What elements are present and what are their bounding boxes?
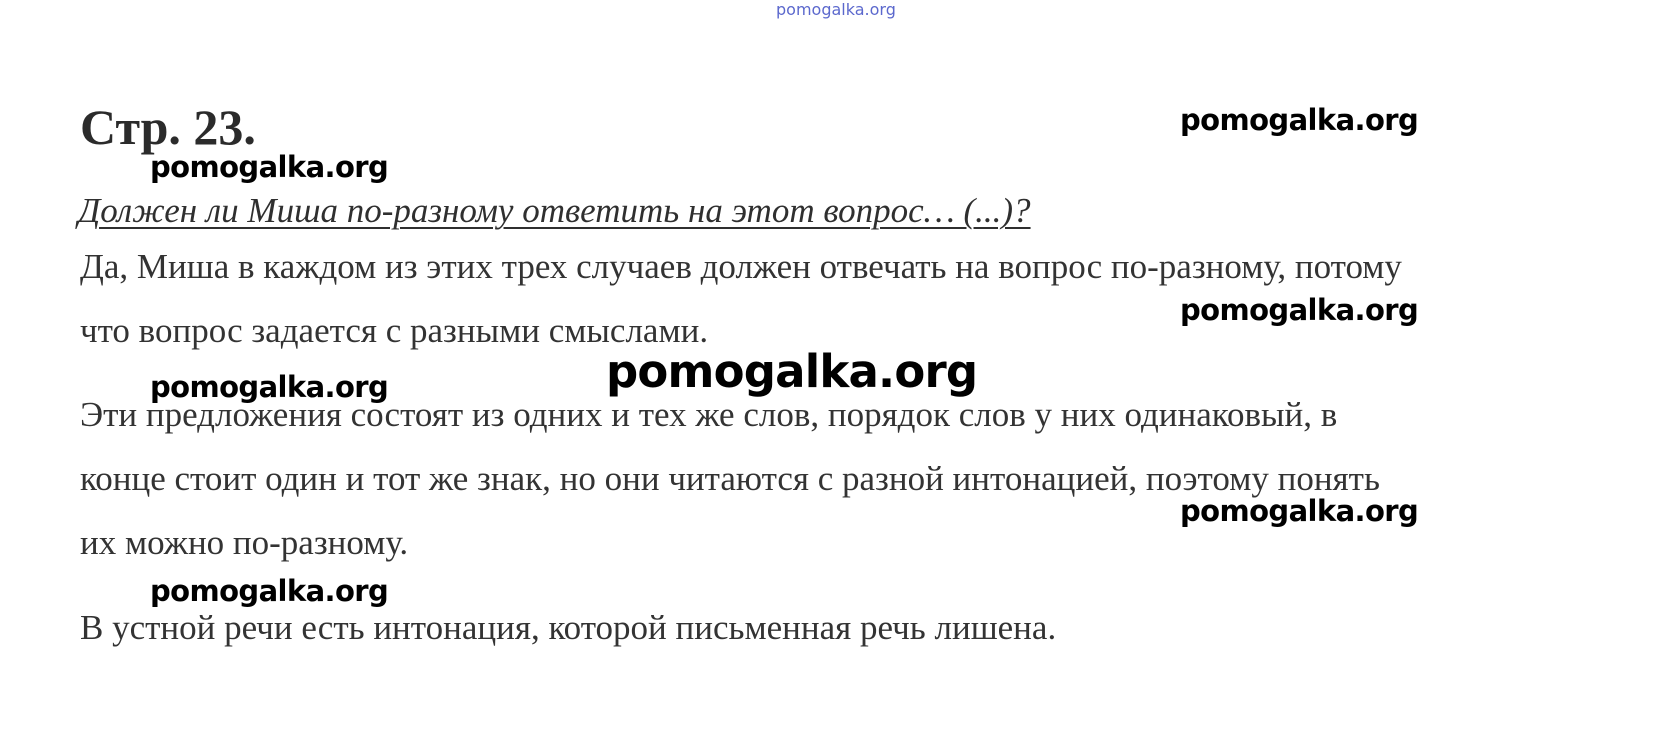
- page-title: Стр. 23.: [80, 99, 256, 155]
- site-link[interactable]: pomogalka.org: [776, 0, 896, 19]
- paragraph-2-line-3: их можно по-разному.: [80, 523, 409, 562]
- question-text: Должен ли Миша по-разному ответить на этот вопрос… (...)?: [78, 191, 1031, 230]
- paragraph-2-line-1: Эти предложения состоят из одних и тех же слов, порядок слов у них одинаковый, в: [80, 395, 1338, 434]
- paragraph-3-line-1: В устной речи есть интонация, которой письменная речь лишена.: [80, 608, 1057, 647]
- watermark: pomogalka.org: [150, 370, 389, 404]
- paragraph-1-line-1: Да, Миша в каждом из этих трех случаев должен отвечать на вопрос по-разному, потому: [80, 247, 1402, 286]
- watermark: pomogalka.org: [1180, 293, 1419, 327]
- watermark: pomogalka.org: [606, 345, 978, 398]
- watermark: pomogalka.org: [150, 574, 389, 608]
- paragraph-1-line-2: что вопрос задается с разными смыслами.: [80, 311, 709, 350]
- watermark: pomogalka.org: [150, 150, 389, 184]
- paragraph-2-line-2: конце стоит один и тот же знак, но они читаются с разной интонацией, поэтому понять: [80, 459, 1380, 498]
- watermark: pomogalka.org: [1180, 494, 1419, 528]
- watermark: pomogalka.org: [1180, 103, 1419, 137]
